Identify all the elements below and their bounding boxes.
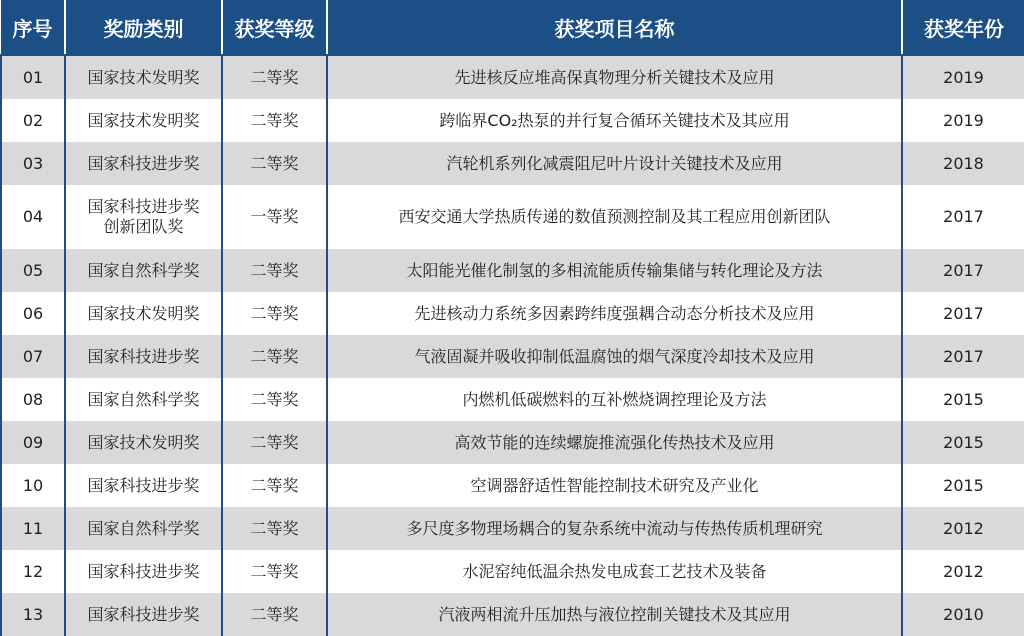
- cell-year: 2015: [902, 421, 1024, 464]
- table-row: [1, 550, 1024, 593]
- table-row: [1, 185, 1024, 249]
- table-row: [1, 249, 1024, 292]
- cell-project: 空调器舒适性智能控制技术研究及产业化: [327, 464, 902, 507]
- table-body: [1, 55, 1024, 636]
- cell-level: 二等奖: [222, 464, 327, 507]
- cell-seq: 08: [1, 378, 65, 421]
- table-row: [1, 507, 1024, 550]
- cell-category: 国家技术发明奖: [65, 421, 222, 464]
- cell-project: 多尺度多物理场耦合的复杂系统中流动与传热传质机理研究: [327, 507, 902, 550]
- cell-project: 先进核反应堆高保真物理分析关键技术及应用: [327, 55, 902, 99]
- cell-year: 2010: [902, 593, 1024, 636]
- cell-seq: 04: [1, 185, 65, 249]
- cell-category: 国家科技进步奖: [65, 593, 222, 636]
- cell-seq: 12: [1, 550, 65, 593]
- cell-category: 国家科技进步奖: [65, 142, 222, 185]
- cell-seq: 06: [1, 292, 65, 335]
- cell-seq: 07: [1, 335, 65, 378]
- cell-level: 一等奖: [222, 185, 327, 249]
- cell-project: 内燃机低碳燃料的互补燃烧调控理论及方法: [327, 378, 902, 421]
- cell-level: 二等奖: [222, 378, 327, 421]
- cell-category: 国家科技进步奖: [65, 550, 222, 593]
- cell-seq: 02: [1, 99, 65, 142]
- header-project: 获奖项目名称: [327, 0, 902, 55]
- table-row: [1, 593, 1024, 636]
- cell-seq: 09: [1, 421, 65, 464]
- cell-level: 二等奖: [222, 507, 327, 550]
- table-row: [1, 292, 1024, 335]
- table-row: [1, 55, 1024, 99]
- cell-project: 西安交通大学热质传递的数值预测控制及其工程应用创新团队: [327, 185, 902, 249]
- table-row: [1, 99, 1024, 142]
- cell-category: 国家自然科学奖: [65, 249, 222, 292]
- cell-category: 国家科技进步奖: [65, 335, 222, 378]
- header-seq: 序号: [1, 0, 65, 55]
- table-row: [1, 421, 1024, 464]
- cell-year: 2019: [902, 55, 1024, 99]
- cell-year: 2017: [902, 335, 1024, 378]
- cell-category: 国家技术发明奖: [65, 292, 222, 335]
- cell-level: 二等奖: [222, 99, 327, 142]
- cell-year: 2017: [902, 292, 1024, 335]
- table-row: [1, 464, 1024, 507]
- cell-level: 二等奖: [222, 550, 327, 593]
- cell-year: 2018: [902, 142, 1024, 185]
- cell-seq: 10: [1, 464, 65, 507]
- cell-level: 二等奖: [222, 335, 327, 378]
- cell-category: 国家技术发明奖: [65, 99, 222, 142]
- cell-seq: 13: [1, 593, 65, 636]
- cell-level: 二等奖: [222, 421, 327, 464]
- table-row: [1, 142, 1024, 185]
- cell-project: 高效节能的连续螺旋推流强化传热技术及应用: [327, 421, 902, 464]
- cell-year: 2015: [902, 378, 1024, 421]
- table-header-row: [1, 0, 1024, 55]
- cell-level: 二等奖: [222, 142, 327, 185]
- cell-level: 二等奖: [222, 292, 327, 335]
- cell-project: 水泥窑纯低温余热发电成套工艺技术及装备: [327, 550, 902, 593]
- cell-year: 2012: [902, 550, 1024, 593]
- cell-project: 汽液两相流升压加热与液位控制关键技术及其应用: [327, 593, 902, 636]
- cell-level: 二等奖: [222, 249, 327, 292]
- cell-category: 国家自然科学奖: [65, 507, 222, 550]
- cell-category: 国家科技进步奖: [65, 464, 222, 507]
- header-category: 奖励类别: [65, 0, 222, 55]
- header-year: 获奖年份: [902, 0, 1024, 55]
- cell-seq: 01: [1, 55, 65, 99]
- cell-project: 跨临界CO₂热泵的并行复合循环关键技术及其应用: [327, 99, 902, 142]
- cell-project: 汽轮机系列化减震阻尼叶片设计关键技术及应用: [327, 142, 902, 185]
- table-row: [1, 378, 1024, 421]
- cell-project: 先进核动力系统多因素跨纬度强耦合动态分析技术及应用: [327, 292, 902, 335]
- table-row: [1, 335, 1024, 378]
- cell-category: 国家技术发明奖: [65, 55, 222, 99]
- cell-year: 2017: [902, 185, 1024, 249]
- cell-category: 国家自然科学奖: [65, 378, 222, 421]
- cell-project: 气液固凝并吸收抑制低温腐蚀的烟气深度冷却技术及应用: [327, 335, 902, 378]
- cell-year: 2015: [902, 464, 1024, 507]
- cell-year: 2017: [902, 249, 1024, 292]
- cell-year: 2012: [902, 507, 1024, 550]
- cell-seq: 11: [1, 507, 65, 550]
- cell-level: 二等奖: [222, 593, 327, 636]
- cell-seq: 05: [1, 249, 65, 292]
- cell-seq: 03: [1, 142, 65, 185]
- header-level: 获奖等级: [222, 0, 327, 55]
- cell-category: 国家科技进步奖 创新团队奖: [65, 185, 222, 249]
- cell-project: 太阳能光催化制氢的多相流能质传输集储与转化理论及方法: [327, 249, 902, 292]
- cell-level: 二等奖: [222, 55, 327, 99]
- cell-year: 2019: [902, 99, 1024, 142]
